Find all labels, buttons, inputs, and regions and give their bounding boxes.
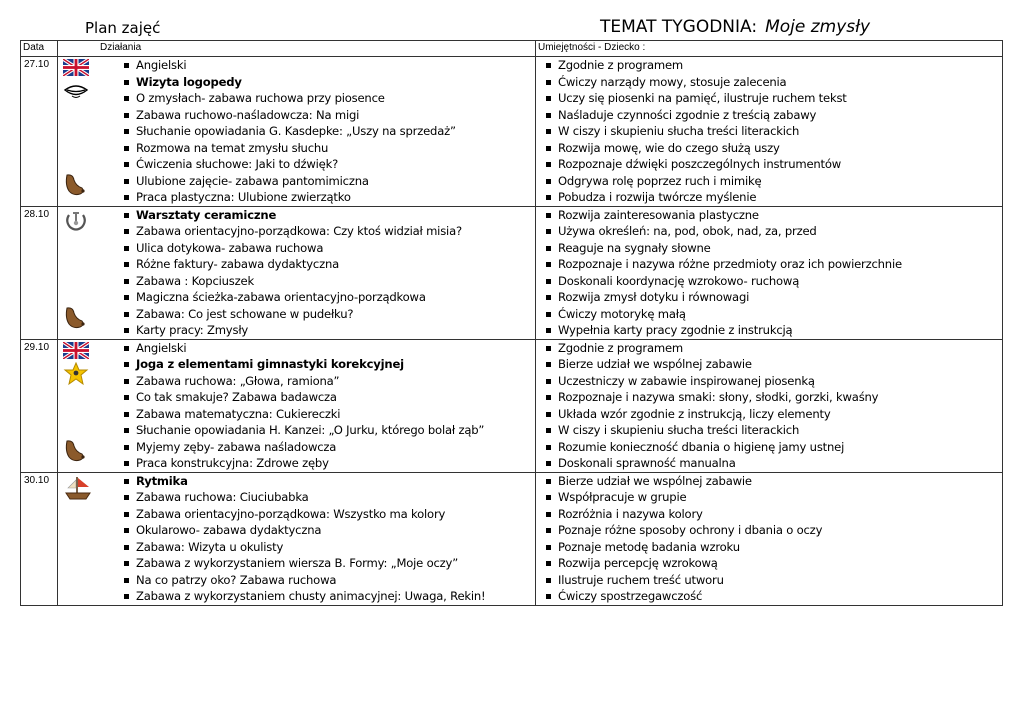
activity-item: Joga z elementami gimnastyki korekcyjnej: [122, 356, 535, 373]
day-skills-cell: [536, 472, 1003, 605]
day-date-cell: [21, 206, 58, 339]
activity-item: Myjemy zęby- zabawa naśladowcza: [122, 439, 535, 456]
activity-item: Warsztaty ceramiczne: [122, 207, 535, 224]
day-activities-cell: [58, 472, 536, 605]
activity-item: Słuchanie opowiadania H. Kanzei: „O Jurku, którego bolał ząb”: [122, 422, 535, 439]
column-header-skills: Umiejętności - Dziecko :: [536, 41, 1003, 57]
day-activities-cell: [58, 57, 536, 207]
skill-item: Zgodnie z programem: [544, 340, 1002, 357]
day-date: 30.10: [24, 474, 50, 486]
skill-item: Rozpoznaje i nazywa różne przedmioty oraz ich powierzchnie: [544, 256, 1002, 273]
mouth-icon: [63, 82, 91, 105]
week-theme-header: [600, 17, 870, 37]
skill-item: Ćwiczy narządy mowy, stosuje zalecenia: [544, 74, 1002, 91]
skill-item: Bierze udział we wspólnej zabawie: [544, 356, 1002, 373]
skills-list: [536, 57, 1002, 206]
gymnast-icon: [63, 362, 91, 391]
uk-flag-icon: [63, 342, 91, 364]
plan-title: Plan zajęć: [85, 19, 161, 37]
activity-item: Ulubione zajęcie- zabawa pantomimiczna: [122, 173, 535, 190]
activity-item: Karty pracy: Zmysły: [122, 322, 535, 339]
activity-item: Zabawa ruchowa: Ciuciubabka: [122, 489, 535, 506]
skill-item: Rozpoznaje i nazywa smaki: słony, słodki, gorzki, kwaśny: [544, 389, 1002, 406]
skill-item: Poznaje różne sposoby ochrony i dbania o oczy: [544, 522, 1002, 539]
day-date: 29.10: [24, 341, 50, 353]
activity-item: Słuchanie opowiadania G. Kasdepke: „Uszy na sprzedaż”: [122, 123, 535, 140]
skill-item: W ciszy i skupieniu słucha treści literackich: [544, 123, 1002, 140]
skill-item: Naśladuje czynności zgodnie z treścią zabawy: [544, 107, 1002, 124]
skill-item: Doskonali koordynację wzrokowo- ruchową: [544, 273, 1002, 290]
day-date-cell: [21, 339, 58, 472]
day-row: [21, 472, 1003, 605]
skills-list: [536, 207, 1002, 339]
skills-list: [536, 473, 1002, 605]
skill-item: Pobudza i rozwija twórcze myślenie: [544, 189, 1002, 206]
activity-item: Ćwiczenia słuchowe: Jaki to dźwięk?: [122, 156, 535, 173]
column-header-date: Data: [21, 41, 58, 57]
skill-item: Ilustruje ruchem treść utworu: [544, 572, 1002, 589]
skill-item: Układa wzór zgodnie z instrukcją, liczy elementy: [544, 406, 1002, 423]
skills-list: [536, 340, 1002, 472]
activity-item: Angielski: [122, 57, 535, 74]
table-header-row: [21, 41, 1003, 57]
activity-item: Zabawa matematyczna: Cukiereczki: [122, 406, 535, 423]
day-date-cell: [21, 57, 58, 207]
skill-item: Wypełnia karty pracy zgodnie z instrukcją: [544, 322, 1002, 339]
skill-item: Współpracuje w grupie: [544, 489, 1002, 506]
day-skills-cell: [536, 339, 1003, 472]
activities-list: [58, 57, 535, 206]
activity-item: Praca konstrukcyjna: Zdrowe zęby: [122, 455, 535, 472]
skill-item: Poznaje metodę badania wzroku: [544, 539, 1002, 556]
activity-item: Zabawa ruchowa: „Głowa, ramiona”: [122, 373, 535, 390]
skill-item: Rozpoznaje dźwięki poszczególnych instrumentów: [544, 156, 1002, 173]
column-header-activities: Działania: [58, 41, 536, 57]
skill-item: Uczy się piosenki na pamięć, ilustruje ruchem tekst: [544, 90, 1002, 107]
skill-item: Odgrywa rolę poprzez ruch i mimikę: [544, 173, 1002, 190]
activity-item: Angielski: [122, 340, 535, 357]
activity-item: Zabawa: Wizyta u okulisty: [122, 539, 535, 556]
day-row: [21, 339, 1003, 472]
skill-item: Zgodnie z programem: [544, 57, 1002, 74]
activity-item: Zabawa z wykorzystaniem chusty animacyjnej: Uwaga, Rekin!: [122, 588, 535, 605]
activity-item: Co tak smakuje? Zabawa badawcza: [122, 389, 535, 406]
uk-flag-icon: [63, 59, 91, 81]
skill-item: Używa określeń: na, pod, obok, nad, za, przed: [544, 223, 1002, 240]
day-date: 28.10: [24, 208, 50, 220]
activity-item: Ulica dotykowa- zabawa ruchowa: [122, 240, 535, 257]
activity-item: Rytmika: [122, 473, 535, 490]
skill-item: Rozwija zainteresowania plastyczne: [544, 207, 1002, 224]
skill-item: Rozumie konieczność dbania o higienę jamy ustnej: [544, 439, 1002, 456]
skill-item: Rozwija percepcję wzrokową: [544, 555, 1002, 572]
day-date: 27.10: [24, 59, 50, 70]
skill-item: Reaguje na sygnały słowne: [544, 240, 1002, 257]
activity-item: Okularowo- zabawa dydaktyczna: [122, 522, 535, 539]
skill-item: Ćwiczy motorykę małą: [544, 306, 1002, 323]
day-date-cell: [21, 472, 58, 605]
activities-list: [58, 473, 535, 605]
activity-item: O zmysłach- zabawa ruchowa przy piosence: [122, 90, 535, 107]
day-row: [21, 206, 1003, 339]
skill-item: Bierze udział we wspólnej zabawie: [544, 473, 1002, 490]
skill-item: Rozwija zmysł dotyku i równowagi: [544, 289, 1002, 306]
activity-item: Na co patrzy oko? Zabawa ruchowa: [122, 572, 535, 589]
skill-item: Rozróżnia i nazywa kolory: [544, 506, 1002, 523]
activity-item: Zabawa ruchowo-naśladowcza: Na migi: [122, 107, 535, 124]
activity-item: Zabawa z wykorzystaniem wiersza B. Formy: „Moje oczy”: [122, 555, 535, 572]
day-activities-cell: [58, 206, 536, 339]
activities-list: [58, 207, 535, 339]
day-skills-cell: [536, 206, 1003, 339]
day-skills-cell: [536, 57, 1003, 207]
activity-item: Wizyta logopedy: [122, 74, 535, 91]
activity-item: Zabawa orientacyjno-porządkowa: Czy ktoś widział misia?: [122, 223, 535, 240]
skill-item: Uczestniczy w zabawie inspirowanej piosenką: [544, 373, 1002, 390]
foot-icon: [63, 171, 91, 202]
day-row: [21, 57, 1003, 207]
activity-item: Zabawa: Co jest schowane w pudełku?: [122, 306, 535, 323]
week-theme-label: TEMAT TYGODNIA:: [600, 17, 758, 37]
skill-item: Rozwija mowę, wie do czego służą uszy: [544, 140, 1002, 157]
ship-icon: [63, 475, 91, 508]
activity-item: Różne faktury- zabawa dydaktyczna: [122, 256, 535, 273]
activity-item: Magiczna ścieżka-zabawa orientacyjno-porządkowa: [122, 289, 535, 306]
skill-item: Doskonali sprawność manualna: [544, 455, 1002, 472]
activity-item: Zabawa orientacyjno-porządkowa: Wszystko ma kolory: [122, 506, 535, 523]
pottery-icon: [63, 209, 91, 238]
foot-icon: [63, 437, 91, 468]
activity-item: Praca plastyczna: Ulubione zwierzątko: [122, 189, 535, 206]
activity-item: Rozmowa na temat zmysłu słuchu: [122, 140, 535, 157]
day-activities-cell: [58, 339, 536, 472]
foot-icon: [63, 304, 91, 335]
week-theme-value: Moje zmysły: [765, 17, 871, 37]
skill-item: Ćwiczy spostrzegawczość: [544, 588, 1002, 605]
activities-list: [58, 340, 535, 472]
skill-item: W ciszy i skupieniu słucha treści literackich: [544, 422, 1002, 439]
activity-item: Zabawa : Kopciuszek: [122, 273, 535, 290]
weekly-plan-table: [20, 40, 1003, 606]
